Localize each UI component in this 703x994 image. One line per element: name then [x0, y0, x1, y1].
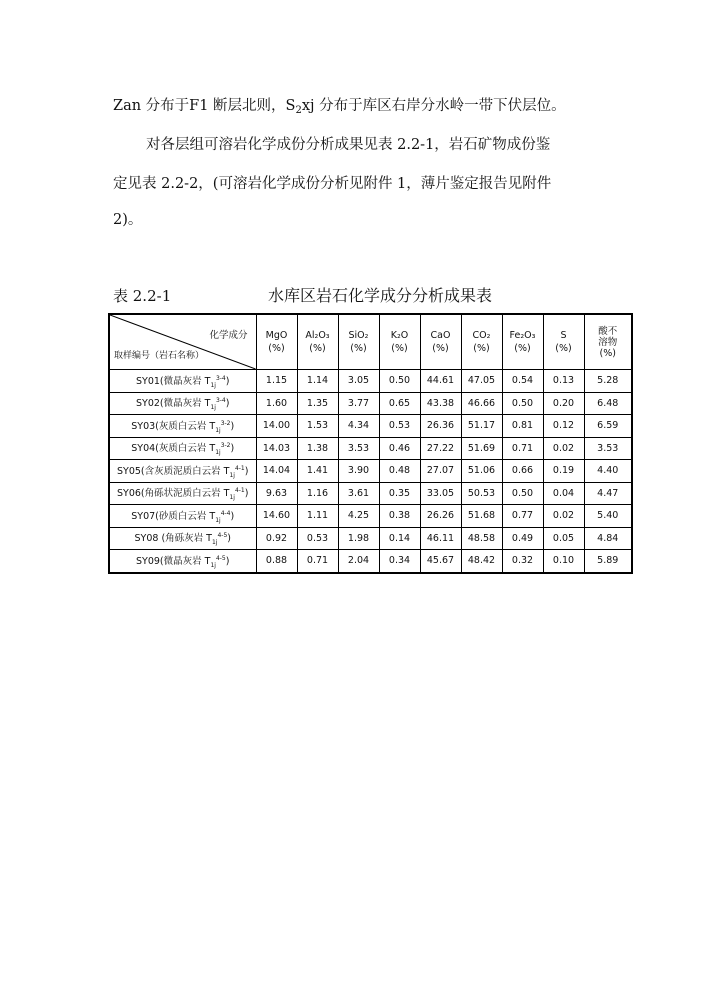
table-number: 表 2.2-1: [113, 287, 172, 305]
value-cell: 4.47: [584, 482, 632, 505]
value-cell: 43.38: [420, 392, 461, 415]
table-row: [109, 550, 632, 573]
value-cell: 0.02: [543, 437, 584, 460]
value-cell: 27.22: [420, 437, 461, 460]
value-cell: 0.35: [379, 482, 420, 505]
paragraph-1-subscript: 2: [295, 105, 302, 116]
column-header: S (%): [543, 314, 584, 370]
value-cell: 14.03: [256, 437, 297, 460]
table-row: [109, 370, 632, 393]
value-cell: 27.07: [420, 460, 461, 483]
value-cell: 0.71: [297, 550, 338, 573]
value-cell: 4.25: [338, 505, 379, 528]
value-cell: 9.63: [256, 482, 297, 505]
value-cell: 44.61: [420, 370, 461, 393]
value-cell: 1.98: [338, 527, 379, 550]
value-cell: 0.20: [543, 392, 584, 415]
value-cell: 2.04: [338, 550, 379, 573]
analysis-table: [108, 313, 633, 574]
paragraph-1-text-b: xj 分布于库区右岸分水岭一带下伏层位。: [301, 98, 566, 114]
value-cell: 48.42: [461, 550, 502, 573]
sample-name-cell: SY07(砂质白云岩 $T_{1j}^{4-4}$): [109, 505, 256, 528]
value-cell: 0.02: [543, 505, 584, 528]
value-cell: 0.34: [379, 550, 420, 573]
value-cell: 0.04: [543, 482, 584, 505]
value-cell: 0.88: [256, 550, 297, 573]
sample-name-cell: SY03(灰质白云岩 $T_{1j}^{3-2}$): [109, 415, 256, 438]
value-cell: 6.48: [584, 392, 632, 415]
value-cell: 5.89: [584, 550, 632, 573]
value-cell: 1.41: [297, 460, 338, 483]
value-cell: 4.40: [584, 460, 632, 483]
value-cell: 6.59: [584, 415, 632, 438]
value-cell: 50.53: [461, 482, 502, 505]
value-cell: 0.81: [502, 415, 543, 438]
value-cell: 1.14: [297, 370, 338, 393]
column-header: 酸不溶物 (%): [584, 314, 632, 370]
table-row: [109, 437, 632, 460]
table-row: [109, 460, 632, 483]
paragraph-2: 对各层组可溶岩化学成份分析成果见表 2.2-1，岩石矿物成份鉴: [146, 137, 551, 153]
column-header: Al₂O₃ (%): [297, 314, 338, 370]
value-cell: 3.53: [584, 437, 632, 460]
column-header: Fe₂O₃ (%): [502, 314, 543, 370]
value-cell: 0.48: [379, 460, 420, 483]
table-row: [109, 482, 632, 505]
value-cell: 0.12: [543, 415, 584, 438]
value-cell: 0.92: [256, 527, 297, 550]
sample-name-cell: SY08 (角砾灰岩 $T_{1j}^{4-5}$): [109, 527, 256, 550]
table-row: [109, 392, 632, 415]
value-cell: 0.14: [379, 527, 420, 550]
value-cell: 0.71: [502, 437, 543, 460]
value-cell: 46.11: [420, 527, 461, 550]
paragraph-1: [113, 96, 613, 121]
value-cell: 5.28: [584, 370, 632, 393]
column-header: MgO (%): [256, 314, 297, 370]
value-cell: 1.11: [297, 505, 338, 528]
value-cell: 46.66: [461, 392, 502, 415]
table-title: 水库区岩石化学成分分析成果表: [268, 286, 493, 305]
header-composition-label: 化学成分: [209, 330, 248, 341]
sample-name-cell: SY06(角砾状泥质白云岩 $T_{1j}^{4-1}$): [109, 482, 256, 505]
table-body: [109, 370, 632, 573]
column-header: SiO₂ (%): [338, 314, 379, 370]
value-cell: 48.58: [461, 527, 502, 550]
value-cell: 4.34: [338, 415, 379, 438]
value-cell: 0.46: [379, 437, 420, 460]
value-cell: 1.15: [256, 370, 297, 393]
value-cell: 0.32: [502, 550, 543, 573]
value-cell: 0.54: [502, 370, 543, 393]
value-cell: 0.10: [543, 550, 584, 573]
table-header-row: [109, 314, 632, 370]
value-cell: 0.65: [379, 392, 420, 415]
value-cell: 1.35: [297, 392, 338, 415]
value-cell: 4.84: [584, 527, 632, 550]
value-cell: 1.38: [297, 437, 338, 460]
value-cell: 47.05: [461, 370, 502, 393]
value-cell: 5.40: [584, 505, 632, 528]
value-cell: 14.04: [256, 460, 297, 483]
paragraph-3: 定见表 2.2-2，(可溶岩化学成份分析见附件 1，薄片鉴定报告见附件: [113, 176, 552, 192]
value-cell: 26.26: [420, 505, 461, 528]
value-cell: 51.69: [461, 437, 502, 460]
value-cell: 3.05: [338, 370, 379, 393]
value-cell: 0.19: [543, 460, 584, 483]
header-sample-label: 取样编号（岩石名称）: [114, 351, 205, 361]
value-cell: 0.13: [543, 370, 584, 393]
sample-name-cell: SY04(灰质白云岩 $T_{1j}^{3-2}$): [109, 437, 256, 460]
paragraph-1-text-a: Zan 分布于F1 断层北则，S: [113, 98, 296, 114]
value-cell: 0.05: [543, 527, 584, 550]
value-cell: 14.60: [256, 505, 297, 528]
column-header: K₂O (%): [379, 314, 420, 370]
value-cell: 0.49: [502, 527, 543, 550]
value-cell: 0.50: [379, 370, 420, 393]
value-cell: 3.90: [338, 460, 379, 483]
value-cell: 0.66: [502, 460, 543, 483]
value-cell: 0.53: [379, 415, 420, 438]
sample-name-cell: SY09(微晶灰岩 $T_{1j}^{4-5}$): [109, 550, 256, 573]
value-cell: 0.53: [297, 527, 338, 550]
header-diagonal-cell: [109, 314, 256, 370]
value-cell: 1.16: [297, 482, 338, 505]
sample-name-cell: SY01(微晶灰岩 $T_{1j}^{3-4}$): [109, 370, 256, 393]
value-cell: 1.60: [256, 392, 297, 415]
column-header: CaO (%): [420, 314, 461, 370]
value-cell: 1.53: [297, 415, 338, 438]
value-cell: 0.77: [502, 505, 543, 528]
table-row: [109, 527, 632, 550]
sample-name-cell: SY05(含灰质泥质白云岩 $T_{1j}^{4-1}$): [109, 460, 256, 483]
value-cell: 33.05: [420, 482, 461, 505]
table-row: [109, 505, 632, 528]
value-cell: 26.36: [420, 415, 461, 438]
value-cell: 0.50: [502, 482, 543, 505]
value-cell: 0.38: [379, 505, 420, 528]
column-header: CO₂ (%): [461, 314, 502, 370]
sample-name-cell: SY02(微晶灰岩 $T_{1j}^{3-4}$): [109, 392, 256, 415]
table-row: [109, 415, 632, 438]
value-cell: 3.53: [338, 437, 379, 460]
value-cell: 51.06: [461, 460, 502, 483]
paragraph-4: 2)。: [113, 212, 143, 228]
value-cell: 14.00: [256, 415, 297, 438]
value-cell: 3.61: [338, 482, 379, 505]
value-cell: 3.77: [338, 392, 379, 415]
value-cell: 0.50: [502, 392, 543, 415]
value-cell: 45.67: [420, 550, 461, 573]
value-cell: 51.17: [461, 415, 502, 438]
value-cell: 51.68: [461, 505, 502, 528]
